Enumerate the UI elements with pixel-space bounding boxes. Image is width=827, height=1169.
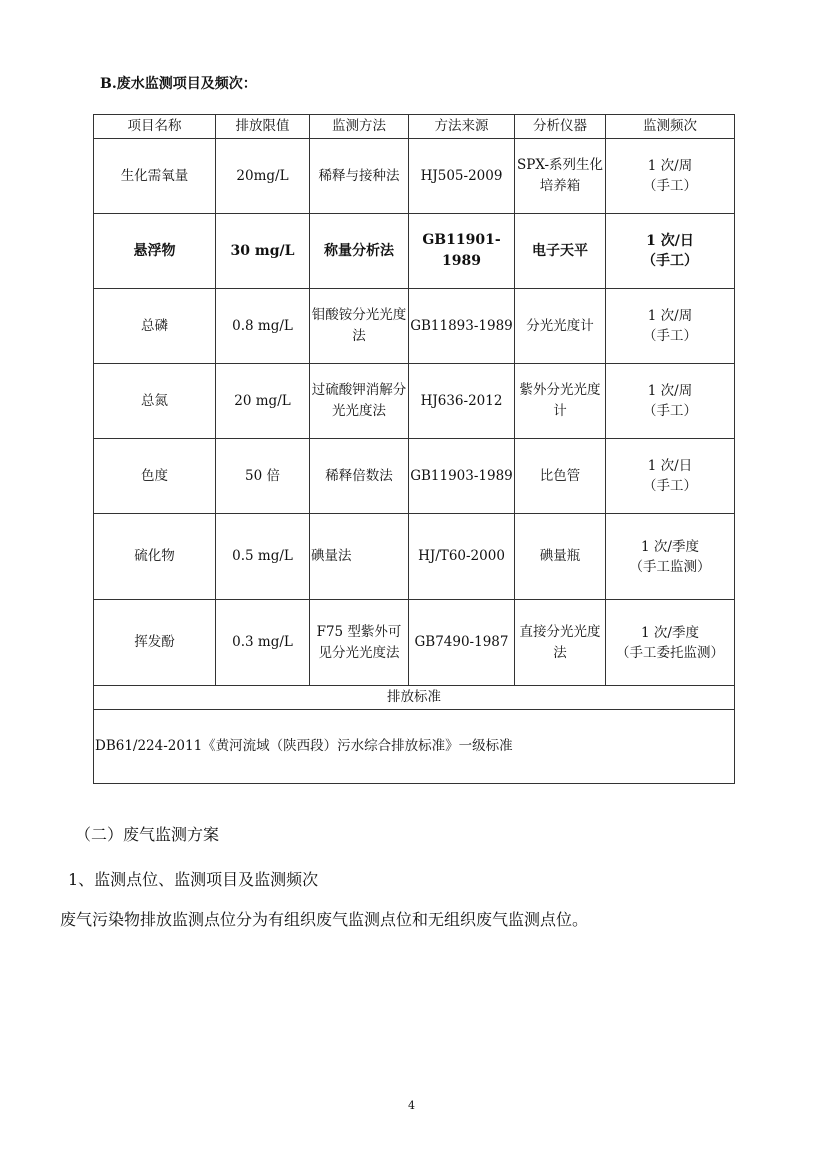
monitoring-method: 稀释倍数法 — [310, 439, 409, 514]
wastewater-monitoring-table — [93, 114, 735, 784]
header-cell: 排放限值 — [216, 115, 310, 139]
analysis-instrument: 紫外分光光度计 — [515, 364, 606, 439]
frequency-note: （手工） — [643, 178, 697, 194]
monitoring-frequency — [606, 514, 735, 600]
frequency-note: （手工监测） — [629, 558, 711, 575]
method-source: HJ636-2012 — [409, 364, 515, 439]
analysis-instrument: 分光光度计 — [515, 289, 606, 364]
frequency-note: （手工） — [643, 403, 697, 419]
frequency-value: 1 次/日 — [647, 458, 693, 474]
item-name: 挥发酚 — [94, 600, 216, 686]
section-title: B.废水监测项目及频次： — [100, 76, 257, 92]
monitoring-frequency — [606, 364, 735, 439]
monitoring-frequency — [606, 139, 735, 214]
heading-monitoring-points: 1、监测点位、监测项目及监测频次 — [68, 870, 319, 889]
table-row — [94, 600, 735, 686]
table-row — [94, 364, 735, 439]
analysis-instrument: 碘量瓶 — [515, 514, 606, 600]
standard-row — [94, 710, 735, 784]
method-source: GB11893-1989 — [409, 289, 515, 364]
monitoring-frequency — [606, 439, 735, 514]
emission-limit: 20 mg/L — [216, 364, 310, 439]
frequency-value: 1 次/周 — [647, 308, 693, 324]
method-source: GB7490-1987 — [409, 600, 515, 686]
monitoring-method: 稀释与接种法 — [310, 139, 409, 214]
analysis-instrument: SPX-系列生化培养箱 — [515, 139, 606, 214]
emission-limit: 0.5 mg/L — [216, 514, 310, 600]
header-cell: 方法来源 — [409, 115, 515, 139]
method-source: GB11901-1989 — [409, 214, 515, 289]
monitoring-method: F75 型紫外可见分光光度法 — [310, 600, 409, 686]
header-cell: 监测频次 — [606, 115, 735, 139]
item-name: 悬浮物 — [94, 214, 216, 289]
table-row — [94, 289, 735, 364]
body-paragraph: 废气污染物排放监测点位分为有组织废气监测点位和无组织废气监测点位。 — [60, 910, 589, 929]
frequency-note: （手工委托监测） — [616, 644, 724, 661]
method-source: HJ/T60-2000 — [409, 514, 515, 600]
monitoring-frequency — [606, 600, 735, 686]
monitoring-method: 过硫酸钾消解分光光度法 — [310, 364, 409, 439]
standard-text: DB61/224-2011《黄河流域（陕西段）污水综合排放标准》一级标准 — [94, 710, 735, 784]
method-source: GB11903-1989 — [409, 439, 515, 514]
frequency-note: （手工） — [642, 253, 698, 269]
standard-header: 排放标准 — [94, 686, 735, 710]
page-number: 4 — [408, 1099, 415, 1112]
table-header-row — [94, 115, 735, 139]
monitoring-frequency — [606, 289, 735, 364]
item-name: 硫化物 — [94, 514, 216, 600]
method-source: HJ505-2009 — [409, 139, 515, 214]
analysis-instrument: 电子天平 — [515, 214, 606, 289]
frequency-value: 1 次/季度 — [641, 538, 699, 555]
item-name: 生化需氧量 — [94, 139, 216, 214]
emission-limit: 0.3 mg/L — [216, 600, 310, 686]
emission-limit: 50 倍 — [216, 439, 310, 514]
emission-limit: 20mg/L — [216, 139, 310, 214]
frequency-note: （手工） — [643, 478, 697, 494]
frequency-value: 1 次/周 — [647, 158, 693, 174]
analysis-instrument: 直接分光光度法 — [515, 600, 606, 686]
header-cell: 监测方法 — [310, 115, 409, 139]
frequency-value: 1 次/日 — [646, 233, 694, 249]
monitoring-method: 碘量法 — [310, 514, 409, 600]
monitoring-method: 钼酸铵分光光度法 — [310, 289, 409, 364]
emission-limit: 30 mg/L — [216, 214, 310, 289]
frequency-value: 1 次/季度 — [641, 624, 699, 641]
analysis-instrument: 比色管 — [515, 439, 606, 514]
item-name: 总氮 — [94, 364, 216, 439]
table-row — [94, 514, 735, 600]
item-name: 色度 — [94, 439, 216, 514]
header-cell: 分析仪器 — [515, 115, 606, 139]
table-row — [94, 439, 735, 514]
header-cell: 项目名称 — [94, 115, 216, 139]
emission-limit: 0.8 mg/L — [216, 289, 310, 364]
frequency-note: （手工） — [643, 328, 697, 344]
standard-header-row — [94, 686, 735, 710]
monitoring-method: 称量分析法 — [310, 214, 409, 289]
monitoring-frequency — [606, 214, 735, 289]
heading-waste-gas-plan: （二）废气监测方案 — [75, 825, 220, 844]
table-row — [94, 139, 735, 214]
item-name: 总磷 — [94, 289, 216, 364]
frequency-value: 1 次/周 — [647, 383, 693, 399]
table-row — [94, 214, 735, 289]
